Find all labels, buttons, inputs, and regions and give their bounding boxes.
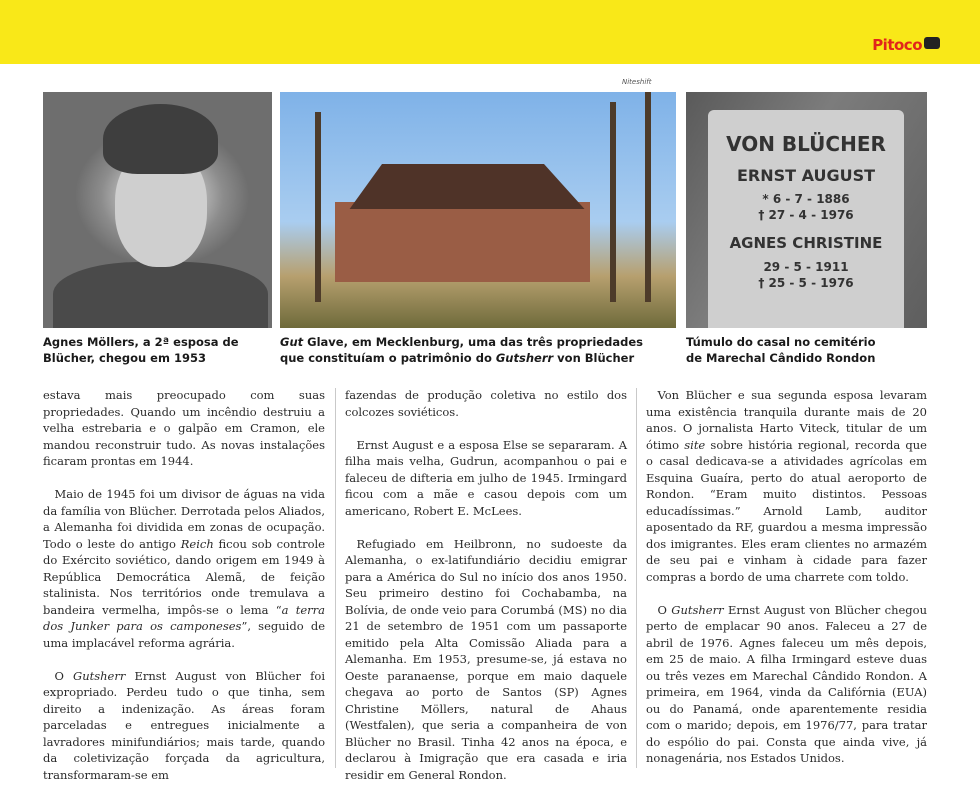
- tombstone: [708, 110, 904, 328]
- tomb-line: † 25 - 5 - 1976: [758, 276, 854, 290]
- header-bar: [0, 0, 980, 64]
- caption-italic: Gutsherr: [495, 351, 554, 365]
- tomb-line: * 6 - 7 - 1886: [762, 192, 850, 206]
- caption-line: Agnes Möllers, a 2ª esposa de: [43, 335, 239, 349]
- manor-house: [335, 202, 590, 282]
- tree: [315, 112, 321, 302]
- caption-italic: Gut: [280, 335, 304, 349]
- portrait-hair: [103, 104, 218, 174]
- text: Ernst August von Blücher foi expropriado. Perdeu tudo o que tinha, sem direito a indenização. As áreas foram parceladas e entregues inicialmente a lavradores minifundiários; mais tarde, quando da coletivização forçada da agricultura, transformaram-se em: [43, 668, 325, 782]
- caption-line: [280, 350, 676, 366]
- italic-text: a terra dos Junker para os camponeses: [43, 602, 325, 633]
- tomb-line: AGNES CHRISTINE: [729, 234, 883, 252]
- text: Refugiado em Heilbronn, no sudoeste da Alemanha, o ex-latifundiário decidiu emigrar para a América do Sul no início dos anos 1950. Seu primeiro destino foi Cochabamba, na Bolívia, de onde veio para Corumbá (MS) no dia 21 de setembro de 1951 com um passaporte emitido pela Alta Comissão Aliada para a Alemanha. Em 1953, presume-se, já estava no Oeste paranaense, porque em maio daquele chegava ao porto de Santos (SP) Agnes Christine Möllers, natural de Ahaus (Westfalen), que seria a companheira de von Blücher no Brasil. Tinha 42 anos na época, e declarou à Imigração que era casada e iria residir em General Rondon.: [345, 536, 627, 782]
- caption-tombstone: [686, 334, 927, 366]
- article-column-1: [43, 387, 325, 800]
- portrait-coat: [53, 262, 268, 328]
- paragraph: [345, 437, 627, 520]
- caption-text: que constituíam o patrimônio do: [280, 351, 496, 365]
- paragraph: [646, 602, 927, 767]
- brand-mark-icon: [924, 37, 940, 49]
- tomb-line: ERNST AUGUST: [736, 166, 876, 185]
- caption-line: [280, 334, 676, 350]
- text: O: [657, 602, 672, 617]
- portrait-photo: [43, 92, 272, 328]
- tombstone-photo: [686, 92, 927, 328]
- tomb-line: † 27 - 4 - 1976: [758, 208, 854, 222]
- column-divider: [636, 388, 637, 768]
- caption-portrait: [43, 334, 273, 366]
- caption-line: Blücher, chegou em 1953: [43, 351, 206, 365]
- brand-logo: Pitoco: [872, 36, 922, 54]
- manor-roof: [328, 164, 598, 209]
- caption-text: Glave, em Mecklenburg, uma das três propriedades: [303, 335, 643, 349]
- paragraph: [43, 486, 325, 651]
- text: ficou sob controle do Exército soviético, dando origem em 1949 à República Democrática Alemã, de feição stalinista. Nos territórios onde tremulava a bandeira vermelha, impôs-se o lema “: [43, 536, 325, 617]
- caption-line: Túmulo do casal no cemitério: [686, 335, 876, 349]
- tomb-line: VON BLÜCHER: [726, 132, 886, 156]
- photo-credit: Niteshift: [622, 78, 652, 86]
- paragraph: fazendas de produção coletiva no estilo dos colcozes soviéticos.: [345, 388, 627, 419]
- paragraph: [646, 387, 927, 585]
- text: Von Blücher e sua segunda esposa levaram uma existência tranquila durante mais de 20 anos. O jornalista Harto Viteck, titular de um ótimo: [646, 388, 927, 452]
- article-column-2: [345, 387, 627, 800]
- text: Ernst August von Blücher chegou perto de emplacar 90 anos. Faleceu a 27 de abril de 1976. Agnes faleceu um mês depois, em 25 de maio. A filha Irmingard esteve duas ou três vezes em Marechal Cândido Rondon. A primeira, em 1964, vinda da Califórnia (EUA) ou do Panamá, onde aparentemente residia com o marido; depois, em 1976/77, para tratar do espólio do pai. Consta que ainda vive, já nonagenária, nos Estados Unidos.: [646, 602, 927, 765]
- tree: [645, 92, 651, 302]
- paragraph: [345, 536, 627, 784]
- text: ”, seguido de uma implacável reforma agrária.: [43, 619, 325, 650]
- caption-text: von Blücher: [553, 351, 635, 365]
- tree: [610, 102, 616, 302]
- text: sobre história regional, recorda que o casal dedicava-se a atividades agrícolas em Esquina Guaíra, perto do atual aeroporto de Rondon. “Eram muito distintos. Pessoas educadíssimas.” Arnold Lamb, auditor aposentado da RF, guardou a mesma impressão dos imigrantes. Eles eram clientes no armazém de seu pai e vinham à cidade para fazer compras a bordo de uma charrete com toldo.: [646, 437, 927, 584]
- italic-text: site: [684, 437, 706, 452]
- caption-manor: [280, 334, 676, 366]
- article-column-3: [646, 387, 927, 783]
- italic-text: Gutsherr: [73, 668, 126, 683]
- paragraph: [43, 668, 325, 784]
- caption-line: de Marechal Cândido Rondon: [686, 351, 876, 365]
- text: O: [54, 668, 74, 683]
- text: Maio de 1945 foi um divisor de águas na vida da família von Blücher. Derrotada pelos Aliados, a Alemanha foi dividida em zonas de ocupação. Todo o leste do antigo: [43, 487, 325, 551]
- paragraph: estava mais preocupado com suas propriedades. Quando um incêndio destruiu a velha estrebaria e o galpão em Cramon, ele mandou reconstruir tudo. As novas instalações ficaram prontas em 1944.: [43, 388, 325, 468]
- tomb-line: 29 - 5 - 1911: [763, 260, 849, 274]
- manor-house-photo: [280, 92, 676, 328]
- italic-text: Gutsherr: [671, 602, 724, 617]
- text: Ernst August e a esposa Else se separaram. A filha mais velha, Gudrun, acompanhou o pai e faleceu de difteria em julho de 1945. Irmingard ficou com a mãe e casou depois com um americano, Robert E. McLees.: [345, 437, 627, 518]
- column-divider: [335, 388, 336, 768]
- italic-text: Reich: [180, 536, 214, 551]
